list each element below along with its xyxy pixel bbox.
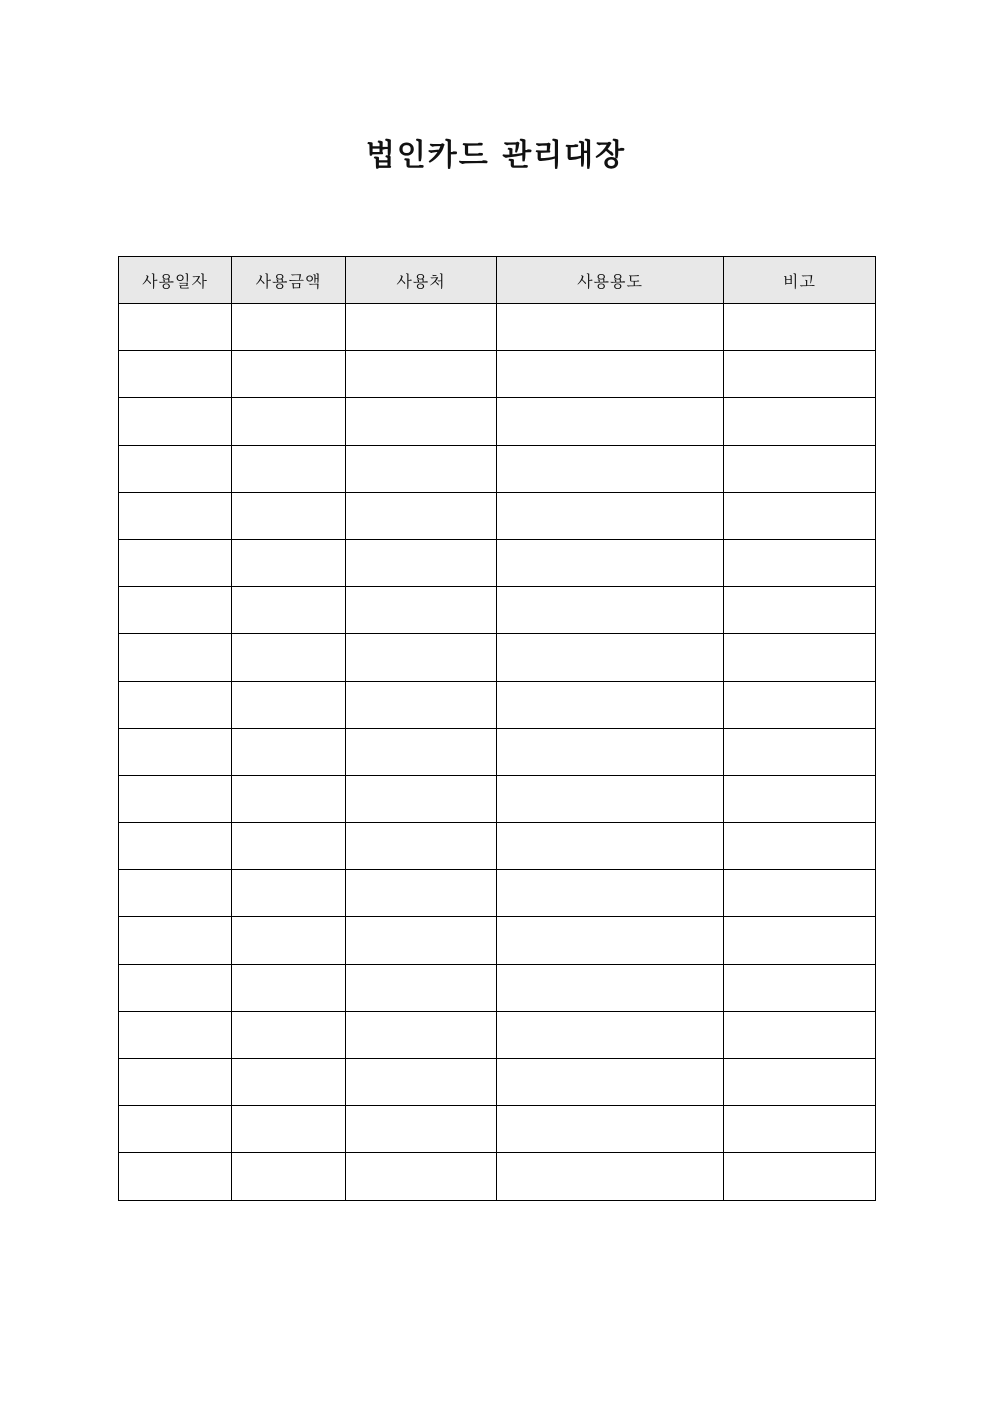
header-row [119, 257, 876, 304]
table-row [119, 964, 876, 1011]
usage-amount-cell[interactable] [232, 823, 346, 870]
usage-place-cell[interactable] [346, 681, 497, 728]
usage-amount-cell[interactable] [232, 304, 346, 351]
usage-purpose-cell[interactable] [497, 1106, 724, 1153]
usage-amount-cell[interactable] [232, 398, 346, 445]
table-row [119, 1106, 876, 1153]
usage-place-cell[interactable] [346, 634, 497, 681]
usage-amount-cell[interactable] [232, 445, 346, 492]
usage-date-cell[interactable] [119, 304, 232, 351]
usage-purpose-cell[interactable] [497, 351, 724, 398]
usage-date-cell[interactable] [119, 964, 232, 1011]
usage-place-cell[interactable] [346, 823, 497, 870]
remarks-cell[interactable] [724, 823, 876, 870]
usage-place-cell[interactable] [346, 351, 497, 398]
header-usage-amount: 사용금액 [232, 257, 346, 304]
usage-date-cell[interactable] [119, 775, 232, 822]
remarks-cell[interactable] [724, 1153, 876, 1200]
remarks-cell[interactable] [724, 1106, 876, 1153]
usage-purpose-cell[interactable] [497, 445, 724, 492]
remarks-cell[interactable] [724, 964, 876, 1011]
remarks-cell[interactable] [724, 304, 876, 351]
header-usage-purpose: 사용용도 [497, 257, 724, 304]
usage-place-cell[interactable] [346, 1059, 497, 1106]
usage-date-cell[interactable] [119, 823, 232, 870]
header-remarks: 비고 [724, 257, 876, 304]
usage-purpose-cell[interactable] [497, 304, 724, 351]
remarks-cell[interactable] [724, 587, 876, 634]
usage-date-cell[interactable] [119, 1059, 232, 1106]
header-usage-date: 사용일자 [119, 257, 232, 304]
table-row [119, 728, 876, 775]
usage-amount-cell[interactable] [232, 351, 346, 398]
usage-purpose-cell[interactable] [497, 681, 724, 728]
usage-place-cell[interactable] [346, 587, 497, 634]
usage-purpose-cell[interactable] [497, 964, 724, 1011]
usage-place-cell[interactable] [346, 1106, 497, 1153]
remarks-cell[interactable] [724, 870, 876, 917]
usage-purpose-cell[interactable] [497, 1153, 724, 1200]
usage-purpose-cell[interactable] [497, 917, 724, 964]
table-row [119, 445, 876, 492]
usage-amount-cell[interactable] [232, 539, 346, 586]
remarks-cell[interactable] [724, 775, 876, 822]
table-row [119, 823, 876, 870]
table-row [119, 775, 876, 822]
usage-date-cell[interactable] [119, 1011, 232, 1058]
usage-date-cell[interactable] [119, 539, 232, 586]
usage-date-cell[interactable] [119, 445, 232, 492]
usage-amount-cell[interactable] [232, 1011, 346, 1058]
table-row [119, 681, 876, 728]
usage-purpose-cell[interactable] [497, 775, 724, 822]
table-row [119, 587, 876, 634]
remarks-cell[interactable] [724, 1059, 876, 1106]
usage-place-cell[interactable] [346, 1153, 497, 1200]
usage-amount-cell[interactable] [232, 964, 346, 1011]
usage-purpose-cell[interactable] [497, 539, 724, 586]
usage-amount-cell[interactable] [232, 870, 346, 917]
usage-purpose-cell[interactable] [497, 492, 724, 539]
usage-purpose-cell[interactable] [497, 587, 724, 634]
usage-purpose-cell[interactable] [497, 870, 724, 917]
usage-amount-cell[interactable] [232, 681, 346, 728]
usage-date-cell[interactable] [119, 681, 232, 728]
usage-place-cell[interactable] [346, 870, 497, 917]
usage-amount-cell[interactable] [232, 775, 346, 822]
usage-place-cell[interactable] [346, 539, 497, 586]
table-row [119, 1153, 876, 1200]
usage-place-cell[interactable] [346, 445, 497, 492]
usage-amount-cell[interactable] [232, 1106, 346, 1153]
usage-date-cell[interactable] [119, 917, 232, 964]
usage-date-cell[interactable] [119, 492, 232, 539]
usage-amount-cell[interactable] [232, 1059, 346, 1106]
usage-purpose-cell[interactable] [497, 728, 724, 775]
table-row [119, 539, 876, 586]
remarks-cell[interactable] [724, 634, 876, 681]
table-row [119, 1011, 876, 1058]
table-row [119, 398, 876, 445]
usage-purpose-cell[interactable] [497, 1059, 724, 1106]
ledger-body [119, 304, 876, 1201]
usage-place-cell[interactable] [346, 304, 497, 351]
usage-place-cell[interactable] [346, 964, 497, 1011]
usage-amount-cell[interactable] [232, 587, 346, 634]
table-row [119, 351, 876, 398]
remarks-cell[interactable] [724, 351, 876, 398]
usage-place-cell[interactable] [346, 1011, 497, 1058]
remarks-cell[interactable] [724, 539, 876, 586]
usage-place-cell[interactable] [346, 492, 497, 539]
remarks-cell[interactable] [724, 1011, 876, 1058]
usage-date-cell[interactable] [119, 351, 232, 398]
usage-place-cell[interactable] [346, 775, 497, 822]
usage-amount-cell[interactable] [232, 1153, 346, 1200]
usage-purpose-cell[interactable] [497, 398, 724, 445]
remarks-cell[interactable] [724, 681, 876, 728]
usage-purpose-cell[interactable] [497, 823, 724, 870]
remarks-cell[interactable] [724, 492, 876, 539]
table-row [119, 870, 876, 917]
document-title: 법인카드 관리대장 [365, 138, 627, 173]
usage-date-cell[interactable] [119, 1153, 232, 1200]
table-row [119, 917, 876, 964]
usage-purpose-cell[interactable] [497, 634, 724, 681]
usage-date-cell[interactable] [119, 398, 232, 445]
table-row [119, 492, 876, 539]
usage-place-cell[interactable] [346, 917, 497, 964]
header-usage-place: 사용처 [346, 257, 497, 304]
card-usage-ledger-table [118, 256, 876, 1201]
table-row [119, 304, 876, 351]
remarks-cell[interactable] [724, 917, 876, 964]
usage-date-cell[interactable] [119, 728, 232, 775]
usage-date-cell[interactable] [119, 870, 232, 917]
usage-amount-cell[interactable] [232, 728, 346, 775]
usage-purpose-cell[interactable] [497, 1011, 724, 1058]
usage-amount-cell[interactable] [232, 634, 346, 681]
table-row [119, 634, 876, 681]
usage-date-cell[interactable] [119, 634, 232, 681]
usage-place-cell[interactable] [346, 728, 497, 775]
usage-amount-cell[interactable] [232, 492, 346, 539]
table-row [119, 1059, 876, 1106]
remarks-cell[interactable] [724, 728, 876, 775]
usage-date-cell[interactable] [119, 587, 232, 634]
usage-place-cell[interactable] [346, 398, 497, 445]
remarks-cell[interactable] [724, 445, 876, 492]
remarks-cell[interactable] [724, 398, 876, 445]
usage-amount-cell[interactable] [232, 917, 346, 964]
usage-date-cell[interactable] [119, 1106, 232, 1153]
